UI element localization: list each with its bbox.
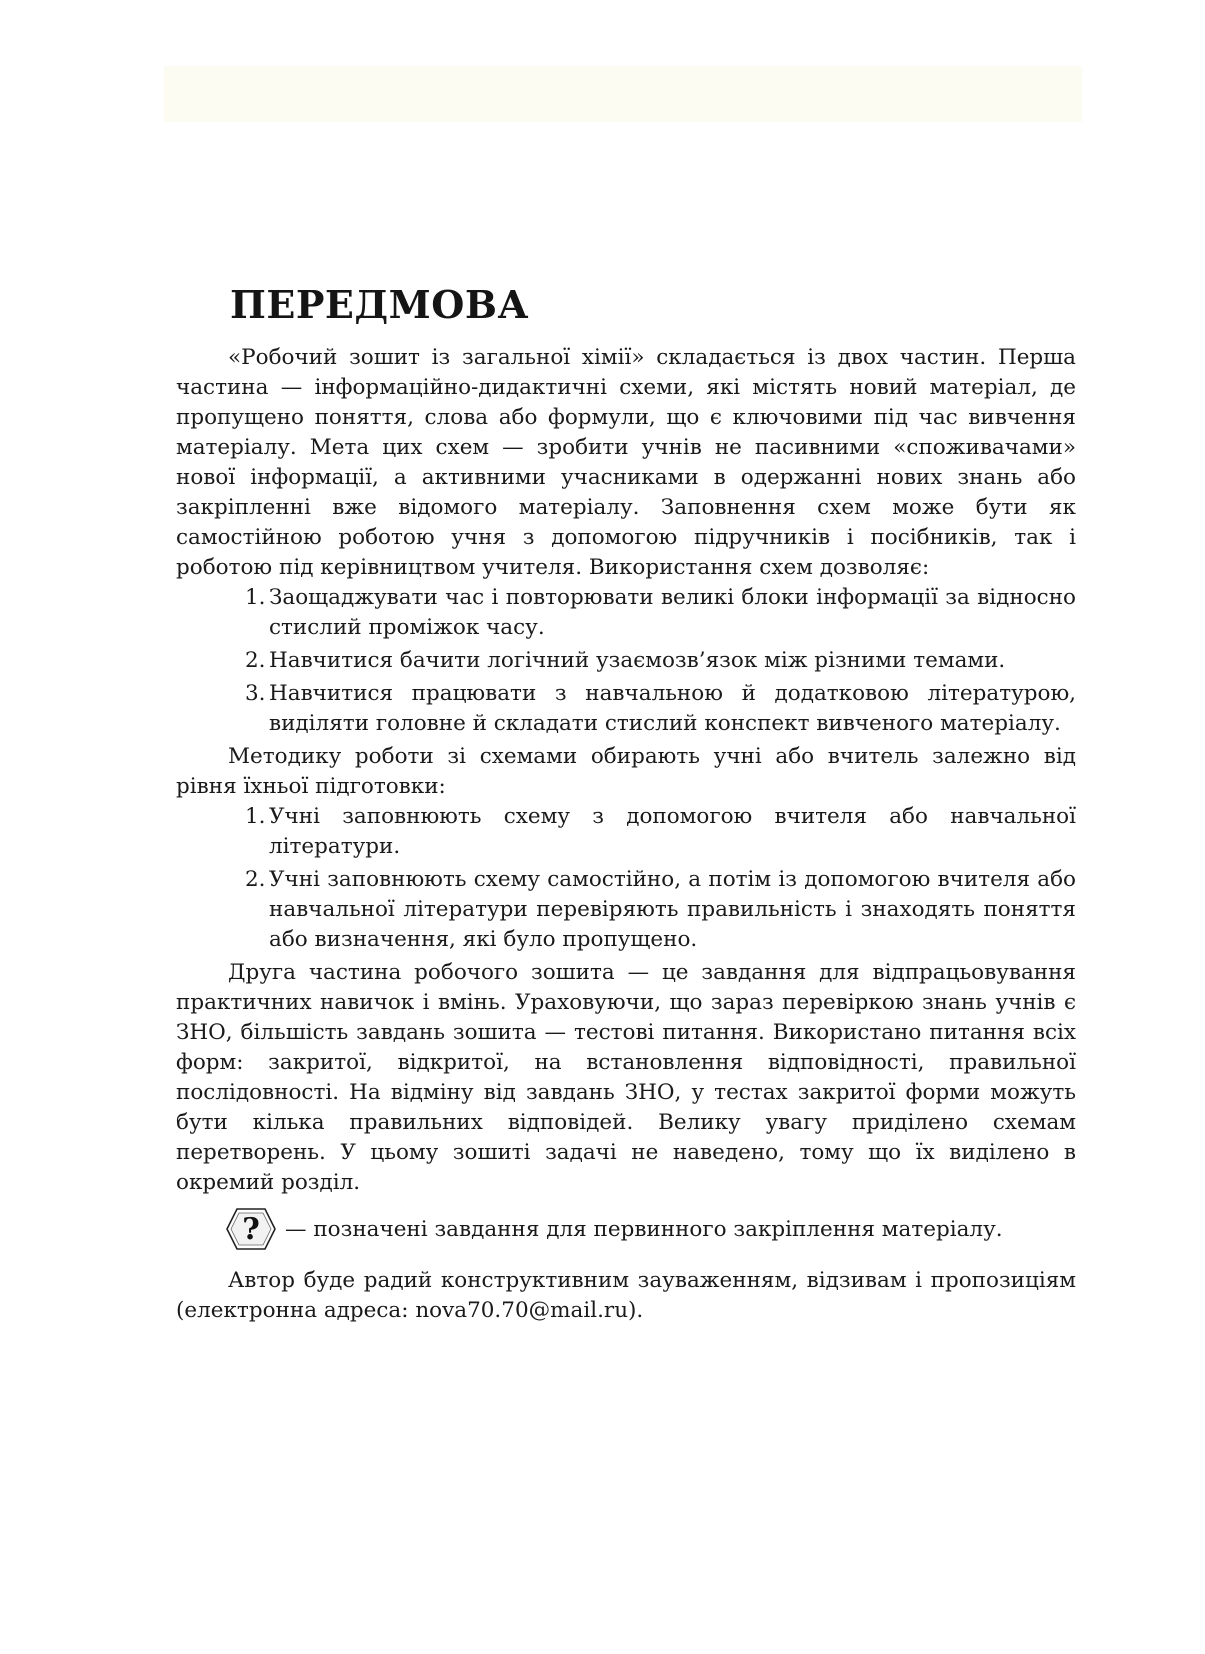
list-text: Учні заповнюють схему самостійно, а потім із допомогою вчителя або навчальної літератури перевіряють правильність і знаходять поняття або визначення, які було пропущено. — [269, 867, 1076, 952]
method-list — [176, 802, 1076, 955]
closing-block — [176, 1266, 1076, 1326]
list-number: 1. — [245, 804, 266, 829]
list-item — [176, 679, 1076, 739]
usage-list — [176, 583, 1076, 739]
question-icon — [225, 1207, 277, 1251]
list-number: 2. — [245, 648, 266, 673]
list-item — [176, 865, 1076, 955]
icon-legend-line — [225, 1205, 1085, 1253]
list-text: Заощаджувати час і повторювати великі блоки інформації за відносно стислий проміжок часу. — [269, 585, 1076, 640]
closing-paragraph: Автор буде радий конструктивним зауваженням, відзивам і пропозиціям (електронна адреса: nova70.70@mail.ru). — [176, 1268, 1076, 1323]
intro-paragraph: «Робочий зошит із загальної хімії» складається із двох частин. Перша частина — інформаційно-дидактичні схеми, які містять новий матеріал, де пропущено поняття, слова або формули, що є ключовими під час вивчення матеріалу. Мета цих схем — зробити учнів не пасивними «споживачами» нової інформації, а активними учасниками в одержанні нових знань або закріпленні вже відомого матеріалу. Заповнення схем може бути як самостійною роботою учня з допомогою підручників і посібників, так і роботою під керівництвом учителя. Використання схем дозволяє: — [176, 345, 1076, 580]
page-title: ПЕРЕДМОВА — [230, 282, 529, 327]
header-band — [164, 66, 1082, 122]
list-number: 1. — [245, 585, 266, 610]
list-number: 3. — [245, 681, 266, 706]
list-text: Навчитися працювати з навчальною й додатковою літературою, виділяти головне й складати стислий конспект вивченого матеріалу. — [269, 681, 1076, 736]
list-text: Учні заповнюють схему з допомогою вчителя або навчальної літератури. — [269, 804, 1076, 859]
list-number: 2. — [245, 867, 266, 892]
question-glyph: ? — [242, 1211, 260, 1247]
list-item — [176, 583, 1076, 643]
icon-legend-text: — позначені завдання для первинного закріплення матеріалу. — [285, 1216, 1003, 1242]
second-part-paragraph: Друга частина робочого зошита — це завдання для відпрацьовування практичних навичок і вмінь. Ураховуючи, що зараз перевіркою знань учнів є ЗНО, більшість завдань зошита — тестові питання. Використано питання всіх форм: закритої, відкритої, на встановлення відповідності, правильної послідовності. На відміну від завдань ЗНО, у тестах закритої форми можуть бути кілька правильних відповідей. Велику увагу приділено схемам перетворень. У цьому зошиті задачі не наведено, тому що їх виділено в окремий розділ. — [176, 960, 1076, 1195]
main-text-block — [176, 343, 1076, 1198]
method-paragraph: Методику роботи зі схемами обирають учні або вчитель залежно від рівня їхньої підготовки: — [176, 744, 1076, 799]
list-item — [176, 802, 1076, 862]
list-text: Навчитися бачити логічний узаємозв’язок між різними темами. — [269, 648, 1006, 673]
list-item — [176, 646, 1076, 676]
